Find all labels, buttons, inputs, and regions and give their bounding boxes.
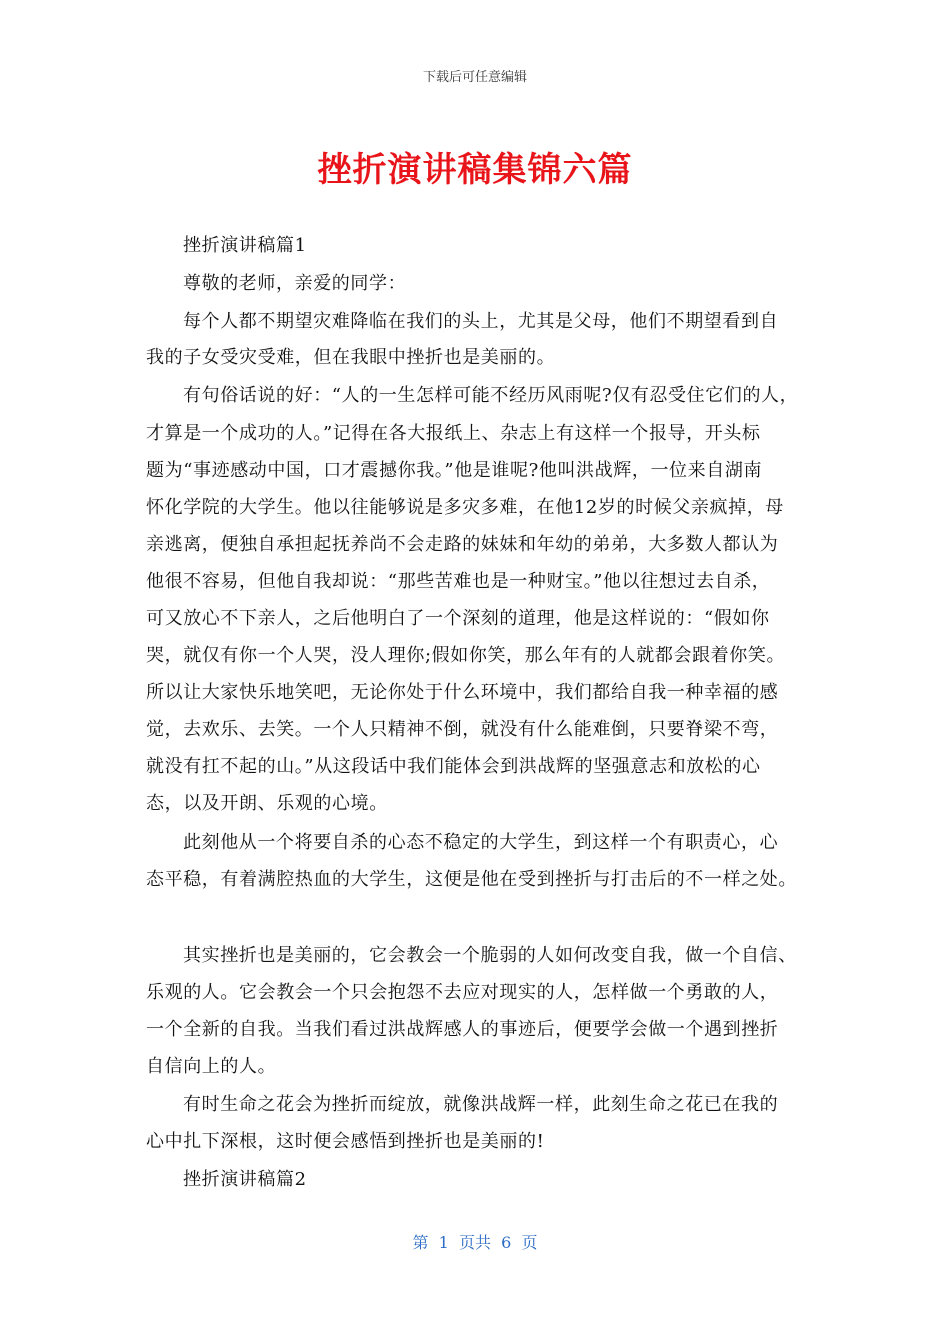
paragraph-line: 每个人都不期望灾难降临在我们的头上，尤其是父母，他们不期望看到自 xyxy=(183,311,779,332)
paragraph-line: 乐观的人。它会教会一个只会抱怨不去应对现实的人，怎样做一个勇敢的人， xyxy=(146,982,779,1003)
document-title: 挫折演讲稿集锦六篇 xyxy=(317,150,633,190)
paragraph-line: 怀化学院的大学生。他以往能够说是多灾多难，在他12岁的时候父亲疯掉，母 xyxy=(146,497,784,518)
paragraph-line: 态，以及开朗、乐观的心境。 xyxy=(146,793,388,814)
section-heading: 挫折演讲稿篇1 xyxy=(183,235,307,256)
paragraph-line: 可又放心不下亲人，之后他明白了一个深刻的道理，他是这样说的：“假如你 xyxy=(146,608,770,629)
paragraph-line: 有句俗话说的好：“人的一生怎样可能不经历风雨呢?仅有忍受住它们的人， xyxy=(183,385,799,406)
paragraph-line: 心中扎下深根，这时便会感悟到挫折也是美丽的! xyxy=(146,1131,545,1152)
paragraph-line: 觉，去欢乐、去笑。一个人只精神不倒，就没有什么能难倒，只要脊梁不弯， xyxy=(146,719,779,740)
page-footer: 第 1 页共 6 页 xyxy=(412,1233,538,1252)
paragraph-line: 他很不容易，但他自我却说：“那些苦难也是一种财宝。”他以往想过去自杀， xyxy=(146,571,771,592)
paragraph-line: 有时生命之花会为挫折而绽放，就像洪战辉一样，此刻生命之花已在我的 xyxy=(183,1094,779,1115)
paragraph-line: 就没有扛不起的山。”从这段话中我们能体会到洪战辉的坚强意志和放松的心 xyxy=(146,756,761,777)
paragraph-line: 其实挫折也是美丽的，它会教会一个脆弱的人如何改变自我，做一个自信、 xyxy=(183,945,797,966)
paragraph-line: 我的子女受灾受难，但在我眼中挫折也是美丽的。 xyxy=(146,347,556,368)
paragraph-line: 态平稳，有着满腔热血的大学生，这便是他在受到挫折与打击后的不一样之处。 xyxy=(146,869,797,890)
section-heading: 挫折演讲稿篇2 xyxy=(183,1169,307,1190)
paragraph-line: 所以让大家快乐地笑吧，无论你处于什么环境中，我们都给自我一种幸福的感 xyxy=(146,682,779,703)
paragraph-line: 亲逃离，便独自承担起抚养尚不会走路的妹妹和年幼的弟弟，大多数人都认为 xyxy=(146,534,779,555)
header-note: 下载后可任意编辑 xyxy=(422,70,527,85)
paragraph-line: 自信向上的人。 xyxy=(146,1056,277,1077)
salutation: 尊敬的老师，亲爱的同学： xyxy=(183,273,407,294)
paragraph-line: 题为“事迹感动中国，口才震撼你我。”他是谁呢?他叫洪战辉，一位来自湖南 xyxy=(146,460,763,481)
paragraph-line: 此刻他从一个将要自杀的心态不稳定的大学生，到这样一个有职责心，心 xyxy=(183,832,779,853)
paragraph-line: 哭，就仅有你一个人哭，没人理你;假如你笑，那么年有的人就都会跟着你笑。 xyxy=(146,645,786,666)
paragraph-line: 一个全新的自我。当我们看过洪战辉感人的事迹后，便要学会做一个遇到挫折 xyxy=(146,1019,779,1040)
paragraph-line: 才算是一个成功的人。”记得在各大报纸上、杂志上有这样一个报导，开头标 xyxy=(146,423,761,444)
